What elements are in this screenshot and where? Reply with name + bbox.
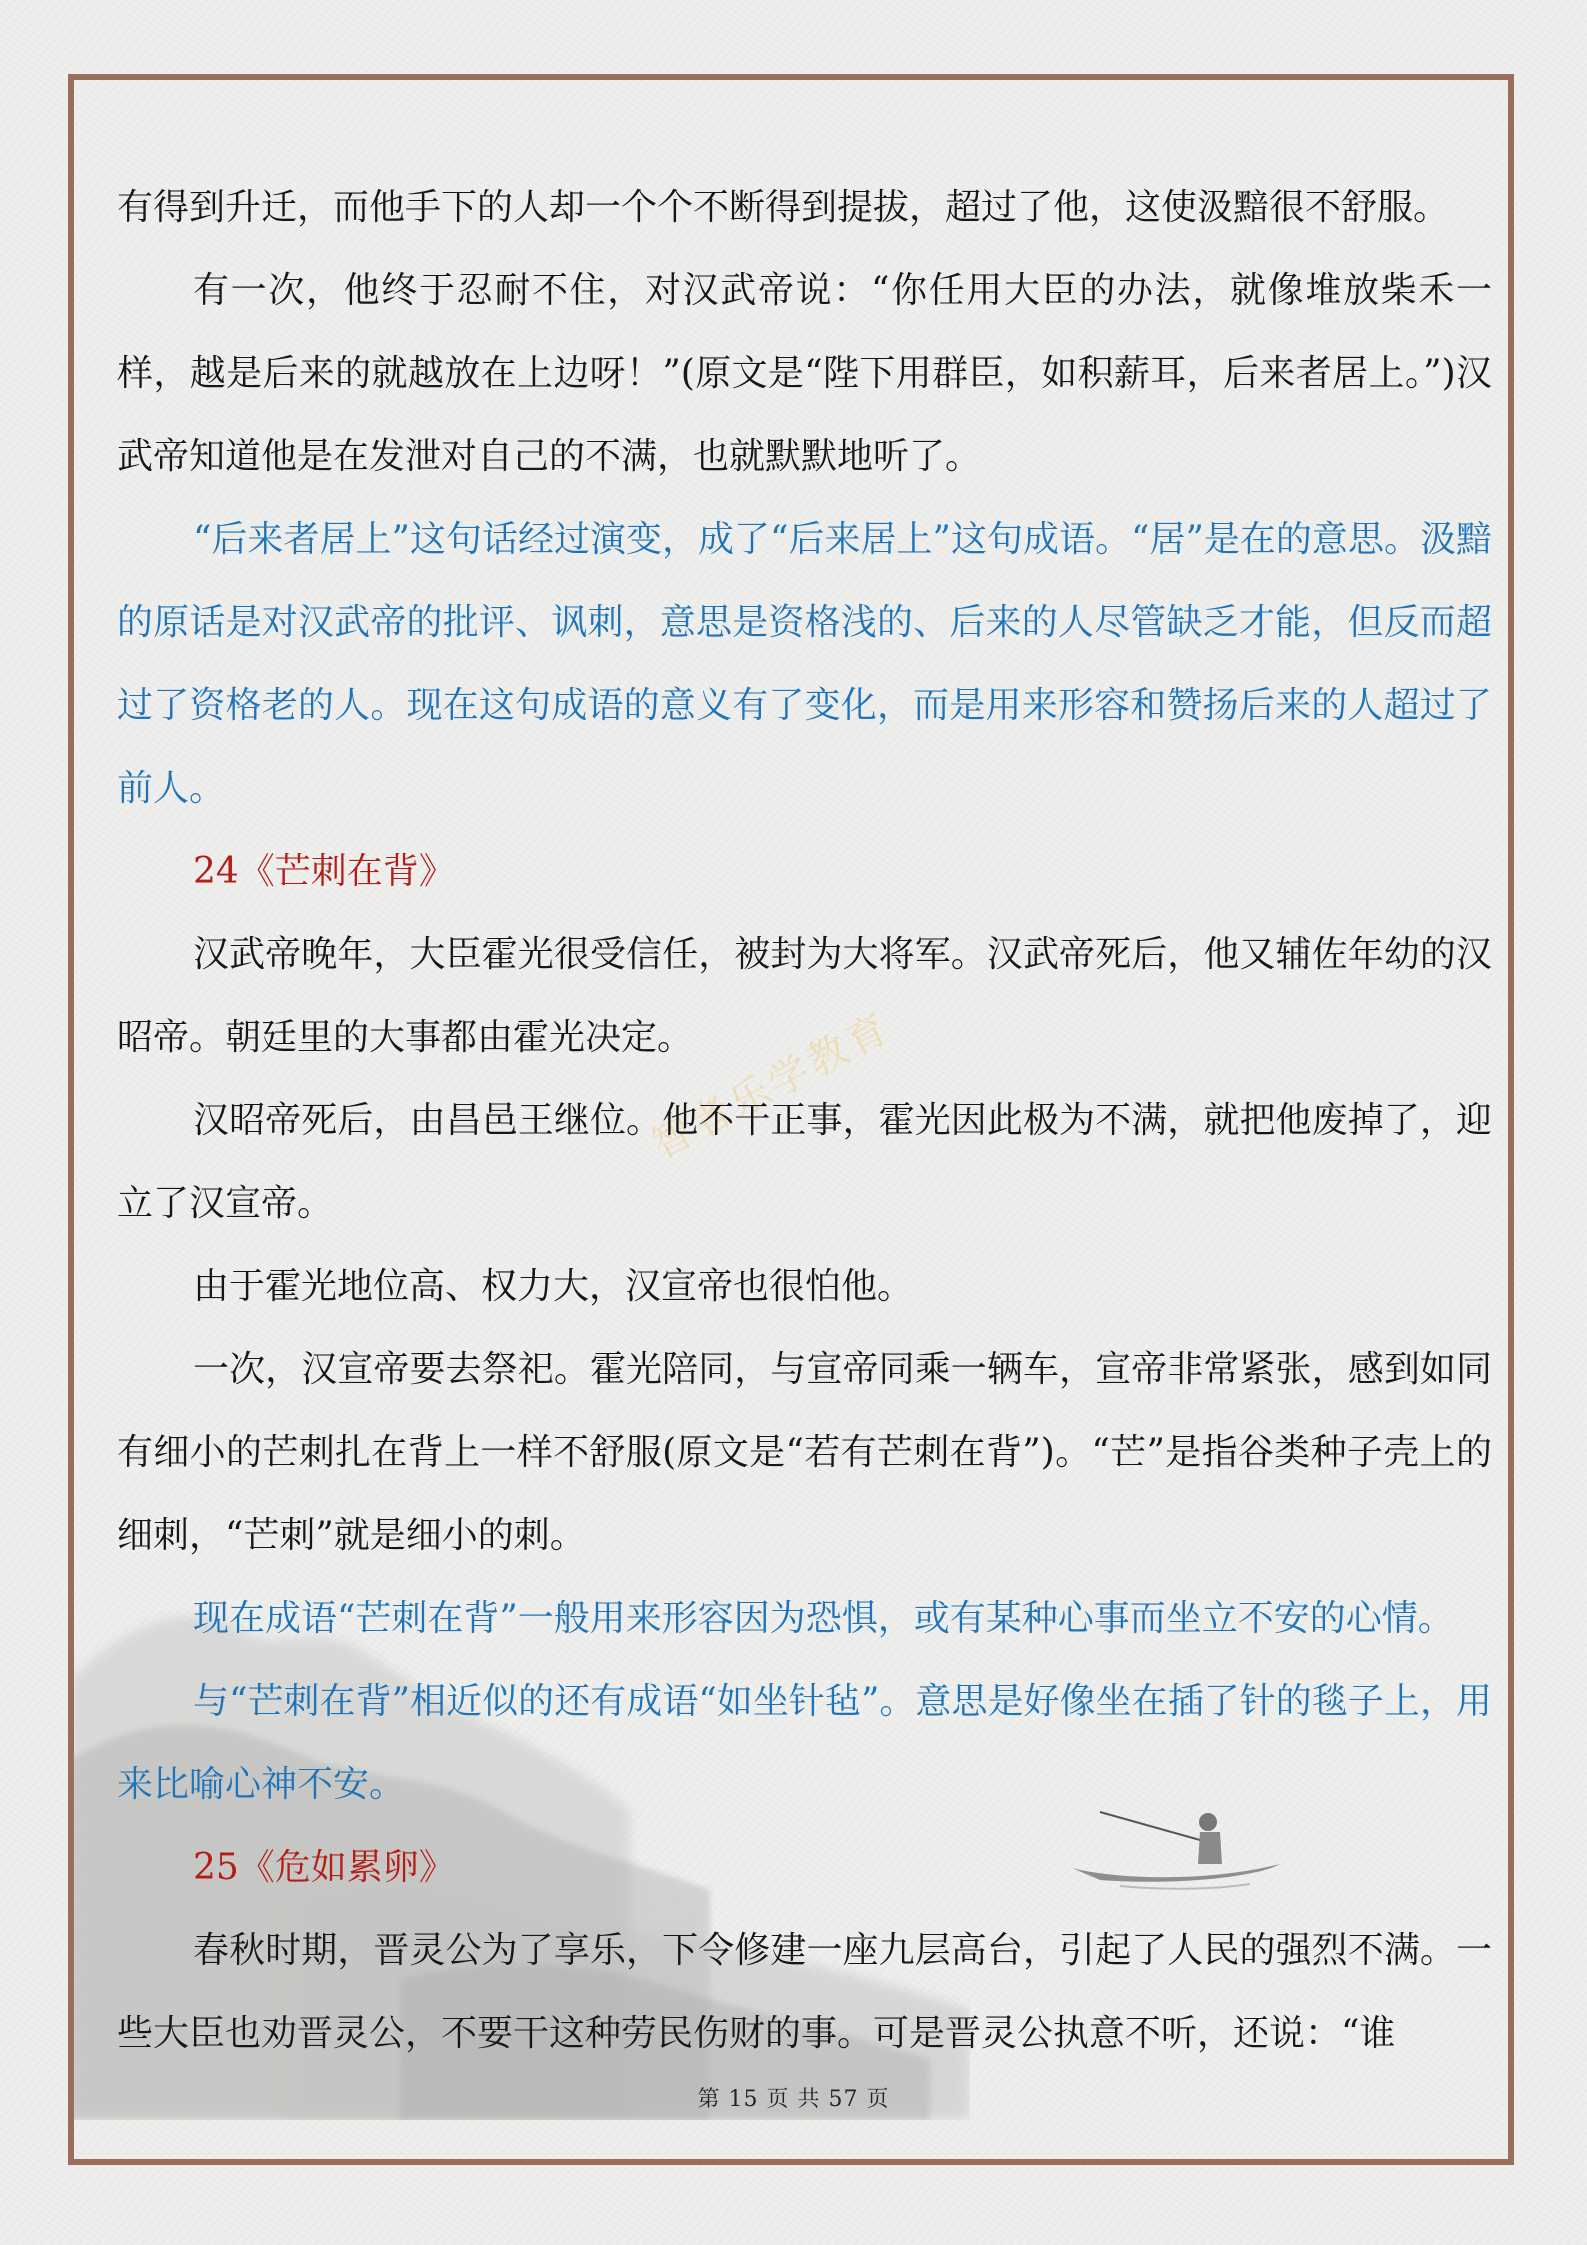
total-pages-number: 57 (828, 2087, 859, 2112)
paragraph-4: 汉昭帝死后，由昌邑王继位。他不干正事，霍光因此极为不满，就把他废掉了，迎立了汉宣帝。 (117, 1100, 1492, 1224)
current-page-number: 15 (728, 2087, 759, 2112)
paragraph-3: 汉武帝晚年，大臣霍光很受信任，被封为大将军。汉武帝死后，他又辅佐年幼的汉昭帝。朝廷里的大事都由霍光决定。 (117, 934, 1492, 1058)
page-number-footer (0, 2082, 1587, 2113)
footer-middle: 页 共 (766, 2087, 821, 2112)
section-heading-25: 25《危如累卵》 (193, 1847, 455, 1888)
explanation-paragraph-2: 现在成语“芒刺在背”一般用来形容因为恐惧，或有某种心事而坐立不安的心情。 (193, 1598, 1454, 1639)
document-body (117, 166, 1492, 2075)
explanation-paragraph-1: “后来者居上”这句话经过演变，成了“后来居上”这句成语。“居”是在的意思。汲黯的原话是对汉武帝的批评、讽刺，意思是资格浅的、后来的人尽管缺乏才能，但反而超过了资格老的人。现在这句成语的意义有了变化，而是用来形容和赞扬后来的人超过了前人。 (117, 519, 1492, 809)
watermark: 智者乐学教育 (644, 1004, 899, 1169)
footer-prefix: 第 (697, 2087, 721, 2112)
paragraph-1: 有得到升迁，而他手下的人却一个个不断得到提拔，超过了他，这使汲黯很不舒服。 (117, 187, 1450, 228)
section-heading-24: 24《芒刺在背》 (193, 851, 455, 892)
paragraph-2: 有一次，他终于忍耐不住，对汉武帝说：“你任用大臣的办法，就像堆放柴禾一样，越是后来的就越放在上边呀！”(原文是“陛下用群臣，如积薪耳，后来者居上。”)汉武帝知道他是在发泄对自己的不满，也就默默地听了。 (117, 270, 1492, 477)
footer-suffix: 页 (866, 2087, 890, 2112)
paragraph-6: 一次，汉宣帝要去祭祀。霍光陪同，与宣帝同乘一辆车，宣帝非常紧张，感到如同有细小的芒刺扎在背上一样不舒服(原文是“若有芒刺在背”)。“芒”是指谷类种子壳上的细刺，“芒刺”就是细小的刺。 (117, 1349, 1492, 1556)
paragraph-5: 由于霍光地位高、权力大，汉宣帝也很怕他。 (193, 1266, 914, 1307)
explanation-paragraph-3: 与“芒刺在背”相近似的还有成语“如坐针毡”。意思是好像坐在插了针的毯子上，用来比喻心神不安。 (117, 1681, 1492, 1805)
paragraph-7: 春秋时期，晋灵公为了享乐，下令修建一座九层高台，引起了人民的强烈不满。一些大臣也劝晋灵公，不要干这种劳民伤财的事。可是晋灵公执意不听，还说：“谁 (117, 1930, 1492, 2054)
